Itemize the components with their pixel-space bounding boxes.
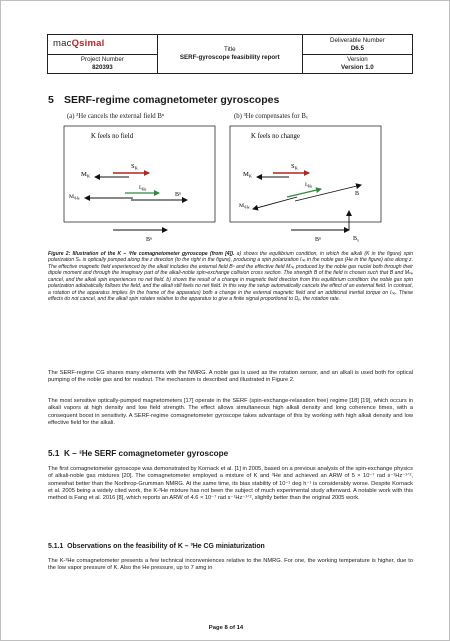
figure-panel-b: [229, 125, 389, 254]
subsection-heading-5-1-1: 5.1.1 Observations on the feasibility of K – ³He CG miniaturization: [48, 543, 265, 550]
b-inner-label: B: [355, 191, 360, 197]
panel-b-caption: (b) ³He compensates for Bₓ: [234, 113, 308, 120]
m3he-label: $M_{^3He}$: [69, 194, 80, 201]
figure-caption-body: a) shows the equilibrium condition, in which the alkali (K in the figure) spin polarization Sₖ is optically pumped along the z direction (to the right in the figure), producing a spin polarization Iₕₑ in the noble gas (He in the figure) also along z. The effective magnetic field experienced by the alkali includes the external field Bⁿ and the effective field Mₕₑ produced by the noble gas nuclei both through their dipole moment and through the imaginary part of the alkali-noble spin-exchange collision cross section. The strength B of the field is chosen such that B and Mₕₑ cancel, and the alkali spin experiences no net field. b) shows the result of a change in magnetic field direction from this equilibrium condition: the noble gas spin polarization adiabatically follows the field, and the alkali still feels no net field. In this way the setup automatically cancels the effect of an external field. In contrast, a rotation of the apparatus implies (in the frame of the apparatus) both a change in the external magnetic field and an additional inertial torque on Iₕₑ. These effects do not cancel, and the alkali spin rotates relative to the apparatus to give a finite signal proportional to Ωᵧ, the rotation rate.: [48, 251, 414, 303]
document-header-table: [47, 34, 413, 74]
version-value: Version 1.0: [341, 64, 374, 71]
deliverable-number: D6.5: [350, 44, 364, 52]
page-footer: Page 8 of 14: [208, 625, 244, 631]
paragraph-intro: The SERF-regime CG shares many elements with the NMRG. A noble gas is used as the rotation sensor, and an alkali is used both for optical pumping of the noble gas and for readout. The mechanism is described and illustrated in Figure 2.: [48, 370, 413, 384]
deliverable-cell: [302, 35, 412, 55]
title-cell: [157, 35, 302, 74]
sk-label: $S_K$: [131, 163, 138, 171]
mk-label: $M_K$: [243, 171, 253, 179]
i3he-label: $I_{^3He}$: [139, 185, 147, 192]
company-logo: macQsimal: [48, 35, 158, 55]
m3he-label: $M_{^3He}$: [239, 203, 250, 210]
project-number: 820393: [92, 64, 113, 71]
paragraph-serf: The most sensitive optically-pumped magnetometers [17] operate in the SERF (spin-exchange-relaxation free) regime [18] [19], which occurs in alkali vapors at high density and low field strength. The effect allows simultaneous high alkali density and long coherence times, with a consequent boost in sensitivity. A SERF-regime comagnetometer gyroscope takes advantage of this by working with high alkali density and low effective field for the alkali.: [48, 398, 413, 426]
project-number-cell: [48, 55, 158, 74]
section-number: 5: [48, 94, 54, 106]
m3he-arrow: [253, 197, 297, 209]
panel-b-frame: [230, 126, 381, 222]
panel-a-caption: (a) ³He cancels the external field Bⁿ: [67, 113, 165, 120]
figure-caption-lead: Figure 2: Illustration of the K – ³He comagnetometer gyroscope (from [4]).: [48, 251, 235, 257]
mk-label: $M_K$: [81, 171, 91, 179]
bn-outer-label: Bⁿ: [315, 237, 321, 243]
section-title: SERF-regime comagnetometer gyroscopes: [64, 94, 280, 106]
sk-label: $S_K$: [291, 163, 298, 171]
bn-inner-label: Bⁿ: [175, 192, 181, 198]
i3he-label: $I_{^3He}$: [305, 182, 313, 189]
panel-a-box-label: K feels no field: [91, 133, 134, 140]
deliverable-label: Deliverable Number: [330, 36, 385, 44]
figure-caption: [48, 251, 413, 303]
panel-b-box-label: K feels no change: [251, 133, 300, 140]
title-label: Title: [224, 46, 236, 53]
paragraph-feasibility: The K-³He comagnetometer presents a few technical inconveniences relative to the NMRG. For one, the working temperature is higher, due to the low vapor pressure of K. Also the He pressure, up to 7 amg in: [48, 558, 413, 572]
subsection-heading-5-1: 5.1 K – ³He SERF comagnetometer gyroscope: [48, 449, 229, 458]
document-title: SERF-gyroscope feasibility report: [179, 54, 280, 61]
bn-outer-label: Bⁿ: [146, 237, 152, 243]
project-number-label: Project Number: [80, 56, 124, 63]
version-cell: [302, 55, 412, 74]
paragraph-k-he: The first comagnetometer gyroscope was demonstrated by Kornack et al. [1] in 2005, based on a previous analysis of the spin-exchange physics of alkali-noble gas mixtures [20]. The comagnetometer employed a mixture of K and ³He and achieved an ARW of 5 × 10⁻⁷ rad s⁻¹Hz⁻¹ᐟ², somewhat better than the Northrop-Grumman NMRG. At the same time, its bias stability of 10⁻¹ deg h⁻¹ is considerably worse. Despite Kornack et al. 2005 being a widely cited work, the K-³He mixture has not been the subject of much experimental study afterward. A notable work with this method is Fang et al. 2016 [8], which reports an ARW of 4.6 × 10⁻⁷ rad s⁻¹Hz⁻¹ᐟ², slightly better than the original 2005 work.: [48, 466, 413, 502]
figure-panel-a: [63, 125, 219, 252]
version-label: Version: [347, 56, 368, 63]
bx-label: $B_x$: [353, 236, 360, 243]
